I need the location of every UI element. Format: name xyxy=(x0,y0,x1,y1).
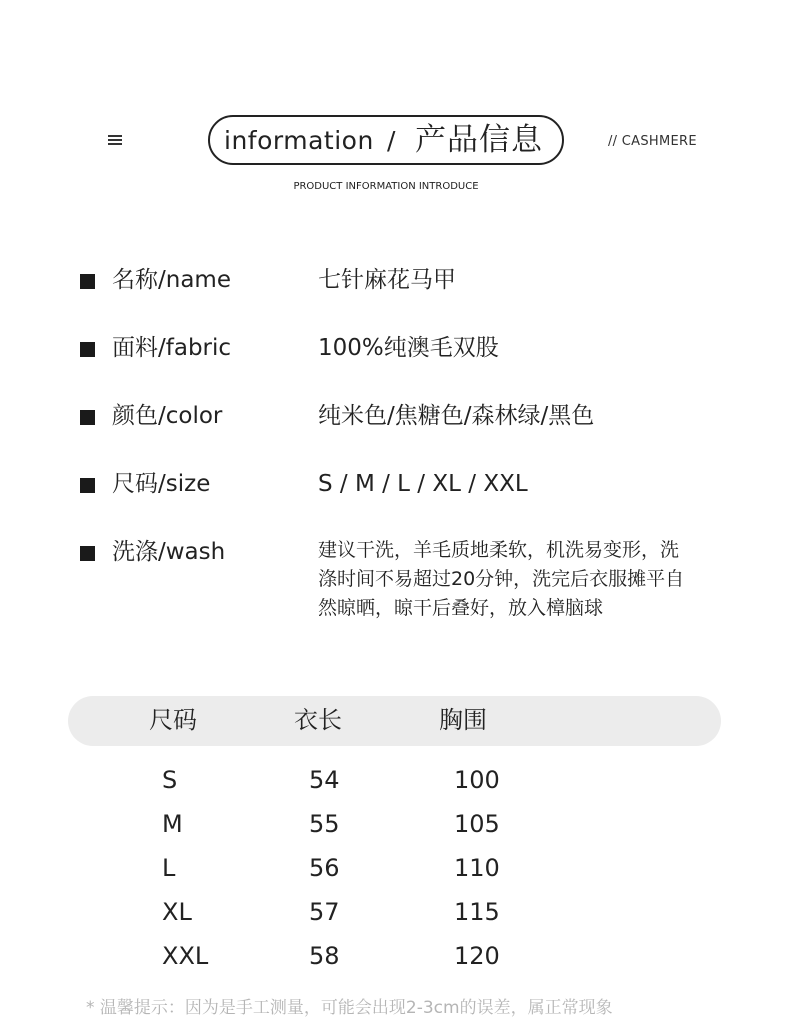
spec-row-size xyxy=(0,464,790,504)
spec-row-fabric xyxy=(0,328,790,368)
cell-size: XXL xyxy=(162,942,209,970)
table-row xyxy=(0,852,790,892)
spec-value: 纯米色/焦糖色/森林绿/黑色 xyxy=(318,403,595,429)
cell-size: S xyxy=(162,766,178,794)
table-row xyxy=(0,764,790,804)
spec-value: S / M / L / XL / XXL xyxy=(318,471,528,497)
brand-tag: // CASHMERE xyxy=(608,134,697,149)
wash-line: 然晾晒，晾干后叠好，放入樟脑球 xyxy=(318,597,604,619)
square-bullet-icon xyxy=(80,546,95,561)
cell-chest: 115 xyxy=(454,898,500,926)
table-row xyxy=(0,896,790,936)
cell-length: 58 xyxy=(309,942,340,970)
cell-size: L xyxy=(162,854,176,882)
spec-row-wash xyxy=(0,532,790,632)
square-bullet-icon xyxy=(80,410,95,425)
title-en: information xyxy=(224,126,374,155)
square-bullet-icon xyxy=(80,274,95,289)
cell-length: 54 xyxy=(309,766,340,794)
spec-label: 尺码/size xyxy=(112,471,211,497)
cell-length: 57 xyxy=(309,898,340,926)
wash-line: 建议干洗，羊毛质地柔软，机洗易变形，洗 xyxy=(318,539,680,561)
cell-length: 55 xyxy=(309,810,340,838)
column-header-chest: 胸围 xyxy=(439,706,487,734)
cell-length: 56 xyxy=(309,854,340,882)
title-cn: 产品信息 xyxy=(415,122,543,158)
table-row xyxy=(0,808,790,848)
cell-chest: 100 xyxy=(454,766,500,794)
spec-value: 100%纯澳毛双股 xyxy=(318,335,499,361)
spec-label: 洗涤/wash xyxy=(112,539,226,565)
cell-chest: 110 xyxy=(454,854,500,882)
cell-chest: 120 xyxy=(454,942,500,970)
cell-size: M xyxy=(162,810,183,838)
cell-chest: 105 xyxy=(454,810,500,838)
spec-label: 名称/name xyxy=(112,267,231,293)
wash-instructions xyxy=(318,536,684,623)
measurement-note: * 温馨提示：因为是手工测量，可能会出现2-3cm的误差，属正常现象 xyxy=(86,998,613,1018)
column-header-length: 衣长 xyxy=(294,706,342,734)
column-header-size: 尺码 xyxy=(149,706,197,734)
spec-label: 面料/fabric xyxy=(112,335,232,361)
spec-label: 颜色/color xyxy=(112,403,223,429)
wash-line: 涤时间不易超过20分钟，洗完后衣服摊平自 xyxy=(318,568,685,590)
cell-size: XL xyxy=(162,898,192,926)
title-separator: / xyxy=(387,126,396,155)
spec-row-name xyxy=(0,260,790,300)
page-subtitle: PRODUCT INFORMATION INTRODUCE xyxy=(293,181,479,192)
square-bullet-icon xyxy=(80,478,95,493)
square-bullet-icon xyxy=(80,342,95,357)
spec-value: 七针麻花马甲 xyxy=(318,267,456,293)
table-row xyxy=(0,940,790,980)
spec-row-color xyxy=(0,396,790,436)
hamburger-menu-icon xyxy=(108,133,122,147)
